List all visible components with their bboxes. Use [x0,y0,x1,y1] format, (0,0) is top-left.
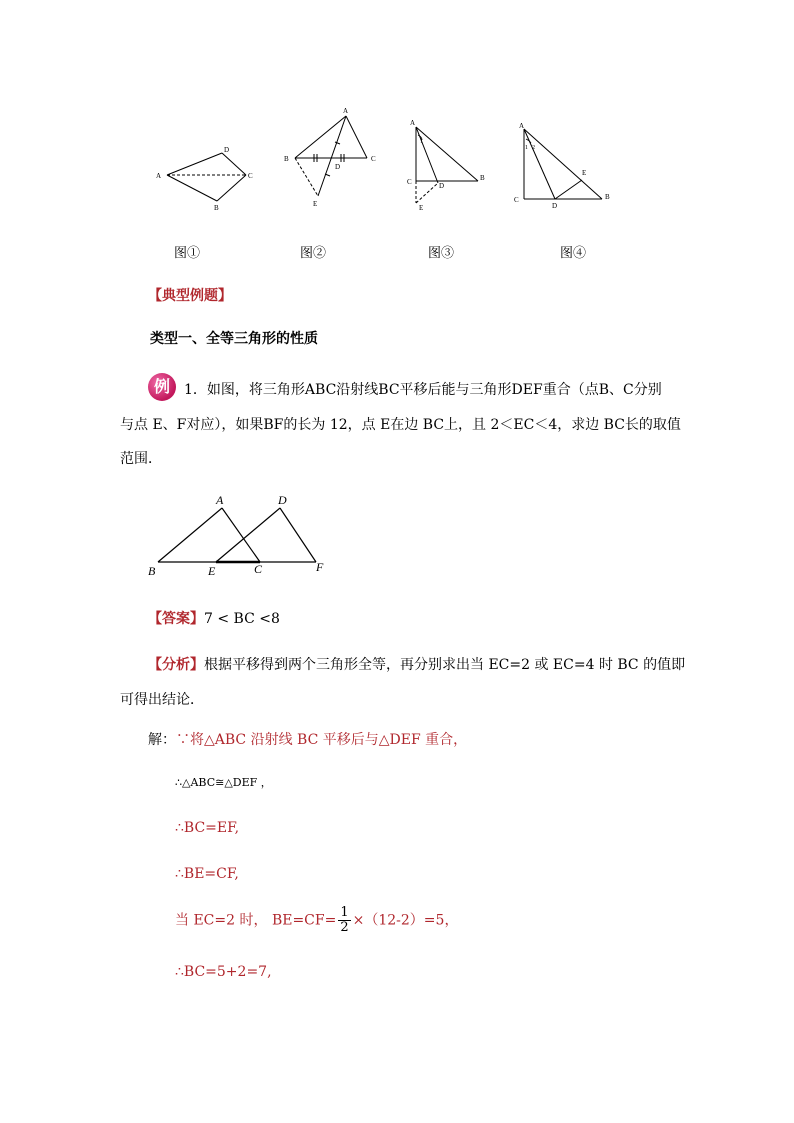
type-heading: 类型一、全等三角形的性质 [150,331,318,347]
fig1-caption: 图① [174,246,201,261]
figure-4 [510,115,620,215]
main-label-f: F [316,560,324,574]
solution-step-5: ∴BC=5+2=7, [175,964,272,980]
fig2-caption: 图② [300,246,327,261]
fig3-label-d: D [439,182,445,190]
analysis-line-2: 可得出结论． [120,692,204,708]
example-badge-label: 例 [148,373,176,401]
analysis-label: 【分析】 [148,657,204,673]
fig2-label-c: C [371,155,376,163]
fig4-label-e: E [582,169,587,177]
fig1-label-d: D [224,146,230,154]
example-line-2: 与点 E、F对应），如果BF的长为 12，点 E在边 BC上，且 2＜EC＜4，求边 BC长的取值 [120,417,681,433]
fig4-label-d: D [552,202,558,210]
main-label-d: D [278,493,287,507]
analysis-line-1: 根据平移得到两个三角形全等，再分别求出当 EC=2 或 EC=4 时 BC 的值即 [204,657,686,673]
fig3-label-c: C [407,178,412,186]
figure-3 [400,115,495,215]
answer-text: 7 < BC <8 [204,611,280,627]
answer-row [148,609,280,629]
example-badge [148,373,178,403]
step4-denominator: 2 [340,920,349,935]
step4-fraction [338,906,350,935]
fig1-label-a: A [156,172,162,180]
fig2-label-d: D [335,163,341,171]
fig4-label-one: 1 [525,145,528,151]
fig3-label-e: E [419,204,424,212]
fig3-caption: 图③ [428,246,455,261]
fig4-label-b: B [605,193,610,201]
figure-2 [280,100,390,215]
solution-intro-label: 解： [148,732,176,748]
analysis-row [148,655,685,675]
step4-d: ×（12-2）=5， [352,912,459,929]
fig4-label-c: C [514,196,519,204]
step4-a: EC=2 [193,912,236,929]
fig3-label-a: A [410,119,416,127]
step4-b: 时， [239,912,268,929]
solution-intro-text: ∵将△ABC 沿射线 BC 平移后与△DEF 重合， [176,732,468,748]
example-line-1: 1．如图，将三角形ABC沿射线BC平移后能与三角形DEF重合（点B、C分别 [184,382,662,398]
fig3-label-one: 1 [420,139,423,145]
figure-1 [150,140,270,220]
solution-step-2: ∴BC=EF, [175,820,240,836]
example-line-3: 范围． [120,451,162,467]
section-heading: 【典型例题】 [148,288,232,304]
fig3-label-b: B [480,174,485,182]
fig2-label-e: E [313,200,318,208]
solution-step-1: ∴△ABC≅△DEF ， [175,776,272,789]
step4-numerator: 1 [340,905,349,920]
step4-c: BE=CF= [271,912,337,929]
fig2-label-a: A [343,107,349,115]
fig4-label-a: A [519,122,525,130]
step4-pre: 当 [175,912,189,929]
main-label-e: E [208,564,216,578]
answer-label: 【答案】 [148,611,204,627]
fig4-caption: 图④ [560,246,587,261]
fig1-label-b: B [214,204,219,212]
fig2-label-b: B [284,155,289,163]
solution-intro [148,730,467,750]
main-label-c: C [254,562,263,576]
fig4-label-two: 2 [532,145,535,151]
main-label-b: B [148,564,156,578]
solution-step-3: ∴BE=CF, [175,866,239,882]
main-label-a: A [216,493,224,507]
main-figure [140,488,340,580]
solution-step-4 [175,906,458,935]
fig1-label-c: C [248,172,253,180]
